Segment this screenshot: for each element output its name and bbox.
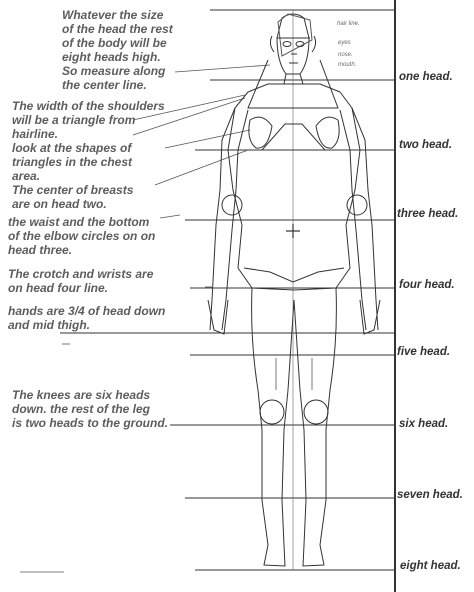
note-crotch: The crotch and wrists are on head four line. [8,267,154,295]
head-label-three: three head. [397,208,459,220]
torso [228,60,360,290]
legs [252,288,337,566]
face-label-nose: nose. [338,52,353,58]
head-label-eight: eight head. [400,560,461,572]
head-label-five: five head. [397,346,451,358]
note-shoulders: The width of the shoulders will be a triangle from hairline. look at the shapes of triangles in the chest area. The center of breasts are on head two. [12,99,165,211]
face-label-hairline: hair line. [337,21,360,27]
head-label-six: six head. [399,418,449,430]
head-label-one: one head. [399,71,453,83]
head-label-two: two head. [399,139,453,151]
note-head-size: Whatever the size of the head the rest of the body will be eight heads high. So measure along the center line. [62,8,173,92]
face-label-mouth: mouth. [338,62,357,68]
head-label-seven: seven head. [397,489,463,501]
note-hands: hands are 3/4 of head down and mid thigh. [8,304,166,332]
head-label-four: four head. [399,279,455,291]
face-label-eyes: eyes [338,40,351,46]
note-waist: the waist and the bottom of the elbow circles on on head three. [8,215,156,257]
note-knees: The knees are six heads down. the rest of the leg is two heads to the ground. [12,388,168,430]
